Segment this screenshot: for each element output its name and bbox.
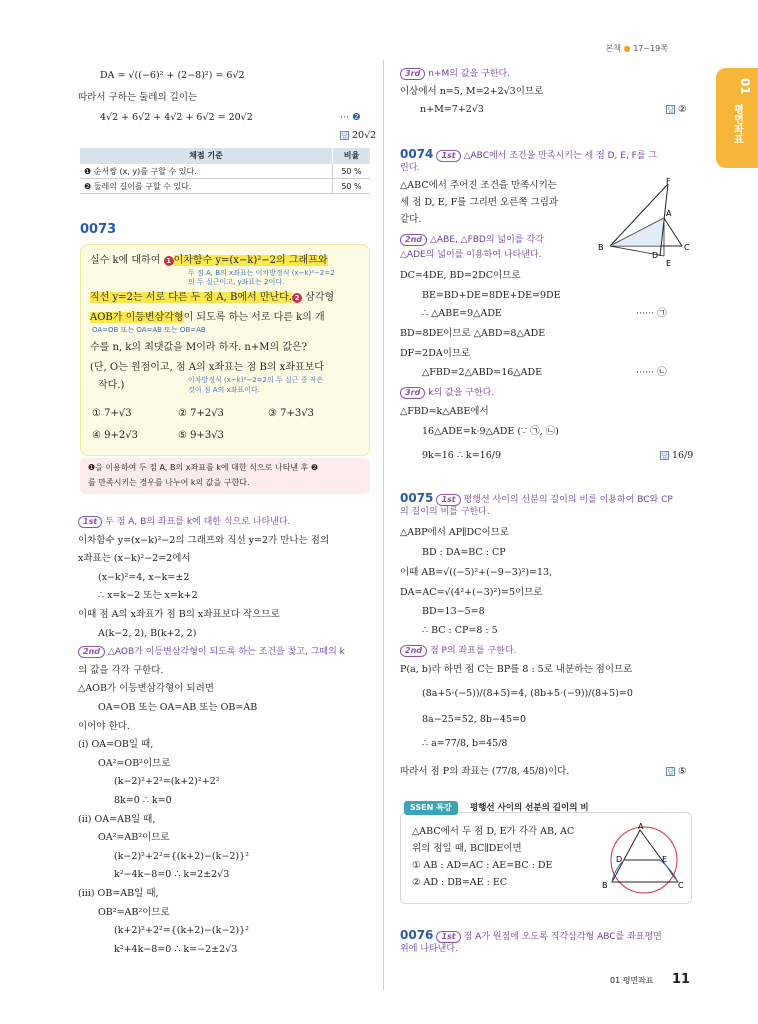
choice-4: ④ 9+2√3 — [92, 430, 138, 441]
problem-line-3-hl: AOB가 이등변삼각형 — [90, 312, 184, 323]
right-top-line — [400, 68, 510, 80]
p0076-head-2: 위에 나타낸다. — [400, 944, 458, 954]
ssen-line-1: △ABC에서 두 점 D, E가 각각 AB, AC — [412, 826, 575, 837]
left-sol-line: k²−4k−8=0 ∴ k=2±2√3 — [114, 869, 230, 881]
p0074-calc-1: DC=4DE, BD=2DC이므로 — [400, 270, 521, 281]
footer-page: 11 — [672, 972, 691, 987]
p0075-calc-2: BD : DA=BC : CP — [422, 547, 506, 558]
triangle-figure — [598, 176, 694, 268]
problem-line-6: 작다.) — [98, 380, 125, 391]
p0074-calc2-2: 16△ADE=k·9△ADE (∵ ㉠, ㉡) — [422, 426, 559, 437]
choice-1: ① 7+√3 — [92, 408, 132, 419]
left-sol-line: A(k−2, 2), B(k+2, 2) — [98, 627, 197, 639]
left-sol-line: (k−2)²+2²={(k+2)−(k−2)}² — [114, 850, 249, 862]
p0075-calc-3: 이때 AB=√((−5)²+(−9−3)²)=13, — [400, 567, 553, 578]
problem-line-2 — [90, 292, 334, 305]
ssen-label-c: C — [678, 881, 684, 890]
step-text: n+M의 값을 구한다. — [428, 69, 511, 79]
left-top-line-2: 따라서 구하는 둘레의 길이는 — [78, 92, 198, 103]
p0075-calc2-5: 따라서 점 P의 좌표는 (77/8, 45/8)이다. — [400, 766, 570, 777]
p0074-calc-3: ∴ △ABE=9△ADE — [422, 308, 502, 319]
scoring-table — [80, 148, 370, 194]
table-header — [80, 148, 370, 164]
choice-3: ③ 7+3√3 — [268, 408, 314, 419]
note-1b: 의 두 실근이고, y좌표는 2이다. — [188, 278, 285, 286]
problem-line-4: 수를 n, k의 최댓값을 M이라 하자. n+M의 값은? — [90, 342, 308, 353]
left-sol-line: 의 값을 각각 구한다. — [78, 664, 164, 676]
left-sol-line: (iii) OB=AB일 때, — [78, 888, 159, 899]
left-sol-line: (k−2)²+2²=(k+2)²+2² — [114, 776, 220, 788]
problem-0074-head — [400, 147, 657, 162]
left-sol-line: OA=OB 또는 OA=AB 또는 OB=AB — [98, 702, 258, 713]
ssen-line-4: ② AD : DB=AE : EC — [412, 877, 508, 888]
table-header-criteria: 채점 기준 — [189, 151, 223, 160]
column-divider — [383, 60, 384, 990]
fig-label-d: D — [652, 251, 659, 260]
p0075-calc2-4: ∴ a=77/8, b=45/8 — [422, 738, 508, 749]
problem-number-0076: 0076 — [400, 928, 434, 942]
p0075-calc-4: DA=AC=√(4²+(−3)²)=5이므로 — [400, 587, 543, 598]
note-1a: 두 점 A, B의 x좌표는 이차방정식 (x−k)²−2=2 — [188, 269, 335, 277]
fig-label-b: B — [598, 243, 604, 252]
answer-1 — [666, 104, 687, 116]
p0074-step2b: △ADE의 넓이를 이용하여 나타낸다. — [400, 250, 542, 260]
table-cell: ❶ 순서쌍 (x, y)를 구할 수 있다. — [84, 167, 197, 176]
answer-box-icon: 답 — [667, 768, 674, 776]
tag-1st: 1st — [436, 494, 460, 506]
answer-box-icon: 답 — [667, 106, 674, 114]
fig-label-a: A — [666, 209, 672, 218]
left-sol-line: x좌표는 (x−k)²−2=2에서 — [78, 553, 191, 565]
answer-top-value: 20√2 — [352, 130, 377, 141]
p0075-calc2-2: (8a+5·(−5))/(8+5)=4, (8b+5·(−9))/(8+5)=0 — [422, 688, 633, 699]
tag-1st: 1st — [436, 150, 460, 162]
note-3b: 것이 점 A의 x좌표이다. — [188, 386, 260, 394]
p0075-calc2-3: 8a−25=52, 8b−45=0 — [422, 714, 527, 725]
table-header-ratio: 비율 — [332, 148, 370, 164]
side-tab-num: 01 — [738, 78, 752, 95]
ssen-figure — [600, 822, 686, 894]
tag-2nd: 2nd — [400, 645, 427, 657]
note-3a: 이차방정식 (x−k)²−2=2의 두 실근 중 작은 — [188, 376, 324, 384]
answer-box-icon: 답 — [341, 132, 348, 140]
step-text: 두 점 A, B의 좌표를 k에 대한 식으로 나타낸다. — [105, 517, 291, 527]
fig-label-e: E — [666, 259, 672, 268]
problem-line-1-pre: 실수 k에 대하여 — [90, 255, 164, 266]
p0074-calc2-1: △FBD=k△ABE에서 — [400, 406, 489, 417]
left-sol-line — [78, 516, 290, 528]
p0074-step3-text: k의 값을 구한다. — [428, 388, 495, 398]
left-sol-line: OA²=AB²이므로 — [98, 832, 170, 844]
p0074-mark-2: ······ ㉡ — [636, 367, 667, 378]
p0074-line-3: 같다. — [400, 214, 422, 225]
step-tag: 1st — [78, 516, 102, 528]
p0074-head-text: △ABC에서 조건을 만족시키는 세 점 D, E, F를 그 — [463, 151, 658, 161]
left-sol-line: 이때 점 A의 x좌표가 점 B의 x좌표보다 작으므로 — [78, 609, 280, 620]
problem-line-1-hl: 이차함수 y=(x−k)²−2의 그래프와 — [173, 255, 328, 266]
problem-number-0075: 0075 — [400, 491, 434, 505]
left-sol-line: (x−k)²=4, x−k=±2 — [98, 571, 190, 583]
p0076-head-text: 점 A가 원점에 오도록 직각삼각형 ABC를 좌표평면 — [463, 932, 662, 942]
table-cell: ❷ 둘레의 길이를 구할 수 있다. — [84, 182, 192, 191]
p0074-calc2-3: 9k=16 ∴ k=16/9 — [422, 450, 501, 461]
problem-line-3 — [90, 312, 325, 325]
tag-3rd: 3rd — [400, 387, 425, 399]
left-sol-line: 이차함수 y=(x−k)²−2의 그래프와 직선 y=2가 만나는 점의 — [78, 534, 330, 546]
problem-number-0073: 0073 — [80, 222, 117, 237]
tag-1st: 1st — [436, 931, 460, 943]
table-row — [80, 164, 370, 179]
left-sol-line: (ii) OA=AB일 때, — [78, 813, 156, 825]
p0074-calc-2: BE=BD+DE=8DE+DE=9DE — [422, 290, 561, 301]
left-top-line-1: DA = √((−6)² + (2−8)²) = 6√2 — [100, 70, 245, 81]
fig-label-f: F — [666, 177, 671, 186]
p0075-calc2-1: P(a, b)라 하면 점 C는 BP를 8 : 5로 내분하는 점이므로 — [400, 664, 633, 675]
problem-0076-head — [400, 928, 662, 943]
p0074-head-2: 린다. — [400, 163, 421, 173]
p0074-calc-6: △FBD=2△ABD=16△ADE — [422, 367, 543, 378]
p0075-answer — [666, 766, 687, 778]
header-ref-label: 본책 — [605, 44, 622, 53]
ssen-label-b: B — [602, 881, 608, 890]
left-sol-line: (k+2)²+2²={(k+2)−(k−2)}² — [114, 925, 249, 937]
problem-line-1 — [90, 255, 328, 268]
left-sol-line: △AOB가 이등변삼각형이 되려면 — [78, 683, 214, 695]
left-sol-line: 이어야 한다. — [78, 720, 130, 732]
marker-2-icon: 2 — [292, 293, 302, 303]
p0074-step2 — [400, 234, 544, 246]
side-tab-title: 평면좌표 — [731, 104, 743, 144]
footer-chapter: 01 평면좌표 — [610, 976, 654, 985]
problem-0075-head — [400, 491, 673, 506]
left-top-line-3: 4√2 + 6√2 + 4√2 + 6√2 = 20√2 — [100, 112, 253, 123]
p0075-head-2: 의 길이의 비를 구한다. — [400, 507, 490, 517]
bullet-icon: ● — [623, 44, 631, 53]
p0074-line-1: △ABC에서 주어진 조건을 만족시키는 — [400, 180, 557, 191]
marker-1-icon: 1 — [164, 256, 174, 266]
problem-line-5: (단, O는 원점이고, 점 A의 x좌표는 점 B의 x좌표보다 — [90, 362, 324, 373]
ssen-line-3: ① AB : AD=AC : AE=BC : DE — [412, 860, 553, 871]
hint-line-1: ❶을 이용하여 두 점 A, B의 x좌표를 k에 대한 식으로 나타낸 후 ❷ — [88, 463, 319, 472]
ssen-label-d: D — [616, 855, 623, 864]
p0074-calc-5: DF=2DA이므로 — [400, 348, 471, 359]
table-cell: 50 % — [332, 164, 370, 178]
p0074-mark-1: ······ ㉠ — [636, 308, 667, 319]
answer-1-value: ② — [678, 104, 687, 115]
ssen-line-2: 위의 점일 때, BC∥DE이면 — [412, 843, 522, 854]
step-tag: 2nd — [78, 646, 105, 658]
ssen-title: 평행선 사이의 선분의 길이의 비 — [470, 803, 589, 813]
left-sol-line: 8k=0 ∴ k=0 — [114, 795, 172, 806]
p0075-calc-5: BD=13−5=8 — [422, 606, 485, 617]
left-sol-line: OA²=OB²이므로 — [98, 757, 171, 769]
left-sol-line — [78, 646, 345, 658]
right-top-line: 이상에서 n=5, M=2+2√3이므로 — [400, 86, 544, 97]
tag-2nd: 2nd — [400, 234, 427, 246]
p0074-answer-value: 16/9 — [672, 450, 694, 461]
problem-number-0074: 0074 — [400, 147, 434, 161]
step-mark: ··· ❷ — [340, 112, 361, 123]
p0074-answer — [660, 450, 693, 462]
left-sol-line: k²+4k−8=0 ∴ k=−2±2√3 — [114, 943, 238, 955]
p0075-head-text: 평행선 사이의 선분의 길이의 비를 이용하여 BC와 CP — [463, 495, 673, 505]
fig-label-c: C — [684, 243, 690, 252]
step-text: △AOB가 이등변삼각형이 되도록 하는 조건을 찾고, 그때의 k — [108, 647, 345, 658]
left-sol-line: ∴ x=k−2 또는 x=k+2 — [98, 590, 198, 602]
choice-2: ② 7+2√3 — [178, 408, 224, 419]
right-top-line: n+M=7+2√3 — [420, 104, 484, 115]
p0075-step2 — [400, 645, 516, 657]
ssen-label-a: A — [638, 822, 644, 831]
answer-top — [340, 130, 376, 142]
p0074-step2-text: △ABE, △FBD의 넓이를 각각 — [430, 235, 544, 245]
ssen-badge: SSEN 특강 — [404, 801, 458, 815]
header-pages: 17~19쪽 — [633, 44, 668, 53]
answer-box-icon: 답 — [661, 452, 668, 460]
note-2: OA=OB 또는 OA=AB 또는 OB=AB — [92, 326, 206, 334]
header-ref — [606, 44, 668, 54]
p0074-step3 — [400, 387, 494, 399]
p0075-step2-text: 점 P의 좌표를 구한다. — [430, 646, 517, 656]
problem-line-2-post: 삼각형 — [302, 292, 335, 303]
problem-line-3-post: 이 되도록 하는 서로 다른 k의 개 — [183, 312, 325, 323]
p0075-calc-6: ∴ BC : CP=8 : 5 — [422, 625, 498, 636]
left-sol-line: OB²=AB²이므로 — [98, 906, 170, 918]
p0074-calc-4: BD=8DE이므로 △ABD=8△ADE — [400, 328, 546, 339]
table-cell: 50 % — [332, 179, 370, 193]
table-row — [80, 179, 370, 194]
p0075-calc-1: △ABP에서 AP∥DC이므로 — [400, 527, 509, 538]
problem-line-2-hl: 직선 y=2는 서로 다른 두 점 A, B에서 만난다. — [90, 292, 292, 303]
left-sol-line: (i) OA=OB일 때, — [78, 739, 154, 751]
p0074-line-2: 세 점 D, E, F를 그리면 오른쪽 그림과 — [400, 197, 559, 208]
hint-line-2: 를 만족시키는 경우를 나누어 k의 값을 구한다. — [88, 478, 250, 487]
ssen-label-e: E — [662, 855, 668, 864]
step-tag: 3rd — [400, 68, 425, 80]
p0075-answer-value: ⑤ — [678, 766, 687, 777]
choice-5: ⑤ 9+3√3 — [178, 430, 224, 441]
